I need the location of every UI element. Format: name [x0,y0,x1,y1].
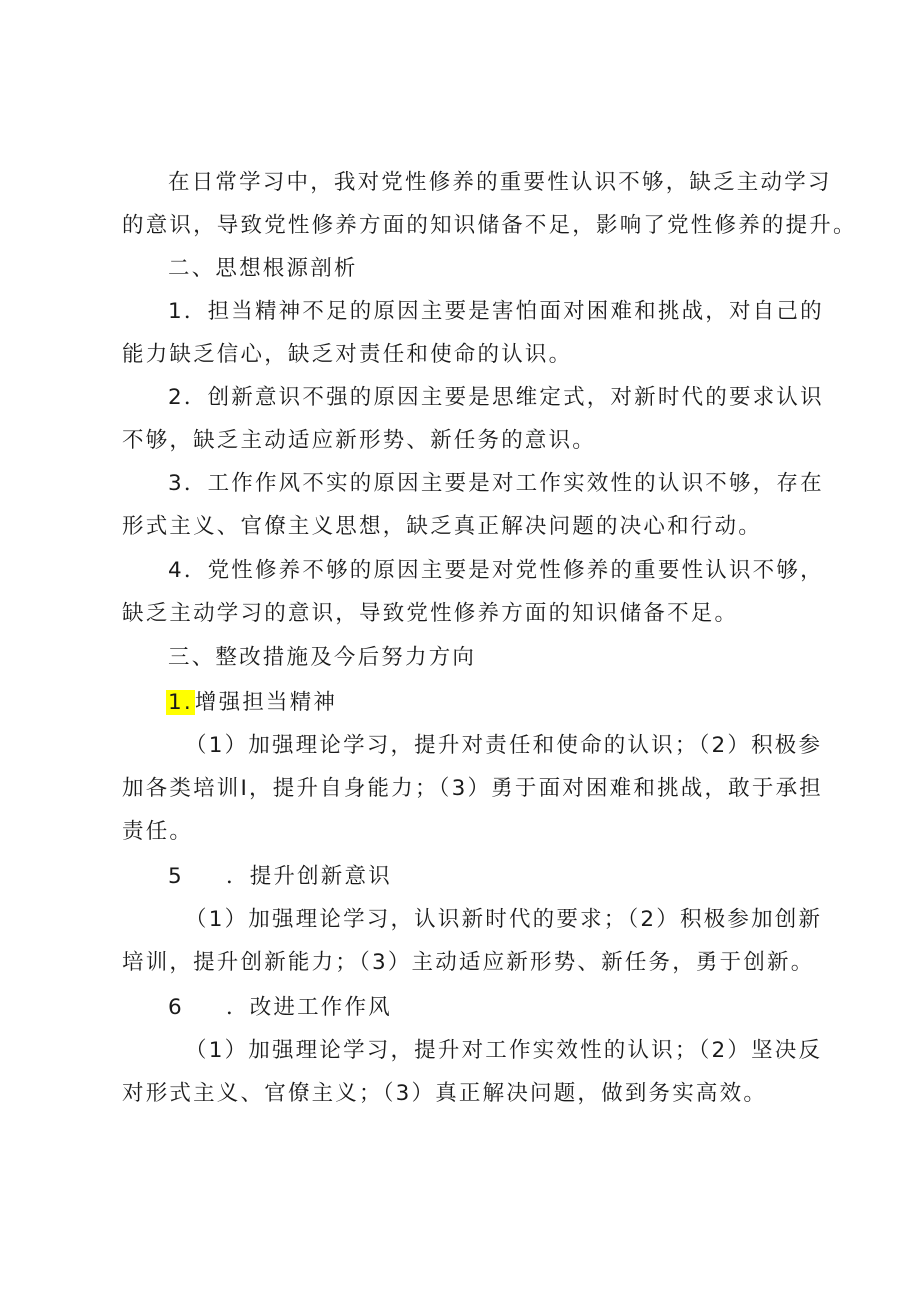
measure-title: ．提升创新意识 [226,864,392,889]
paragraph-line: 在日常学习中，我对党性修养的重要性认识不够，缺乏主动学习 [168,170,832,195]
paragraph-line: 的意识，导致党性修养方面的知识储备不足，影响了党性修养的提升。 [122,213,857,238]
paragraph-line: 培训，提升创新能力；（3）主动适应新形势、新任务，勇于创新。 [122,950,815,975]
measure-heading [168,862,392,892]
measure-number: 6 [168,995,184,1020]
measure-heading [168,688,337,718]
measure-number: 5 [168,864,184,889]
list-item-line: 4．党性修养不够的原因主要是对党性修养的重要性认识不够， [168,558,824,583]
paragraph-line: 加各类培训I，提升自身能力；（3）勇于面对困难和挑战，敢于承担 [122,776,823,801]
section-heading: 二、思想根源剖析 [168,256,358,281]
list-item-line: 能力缺乏信心，缺乏对责任和使命的认识。 [122,342,573,367]
paragraph-line: （1）加强理论学习，提升对责任和使命的认识；（2）积极参 [185,733,823,758]
paragraph-line: （1）加强理论学习，认识新时代的要求；（2）积极参加创新 [185,907,823,932]
list-item-line: 3．工作作风不实的原因主要是对工作实效性的认识不够，存在 [168,471,824,496]
paragraph-line: 责任。 [122,819,194,844]
list-item-line: 1．担当精神不足的原因主要是害怕面对困难和挑战，对自己的 [168,299,824,324]
list-item-line: 不够，缺乏主动适应新形势、新任务的意识。 [122,428,597,453]
highlighted-number: 1. [168,690,193,715]
measure-title: 增强担当精神 [194,690,338,715]
measure-heading [168,993,392,1023]
section-heading: 三、整改措施及今后努力方向 [168,645,477,670]
list-item-line: 2．创新意识不强的原因主要是思维定式，对新时代的要求认识 [168,385,824,410]
list-item-line: 形式主义、官僚主义思想，缺乏真正解决问题的决心和行动。 [122,514,762,539]
list-item-line: 缺乏主动学习的意识，导致党性修养方面的知识储备不足。 [122,601,739,626]
paragraph-line: 对形式主义、官僚主义；（3）真正解决问题，做到务实高效。 [122,1081,768,1106]
paragraph-line: （1）加强理论学习，提升对工作实效性的认识；（2）坚决反 [185,1038,823,1063]
measure-title: ．改进工作作风 [226,995,392,1020]
